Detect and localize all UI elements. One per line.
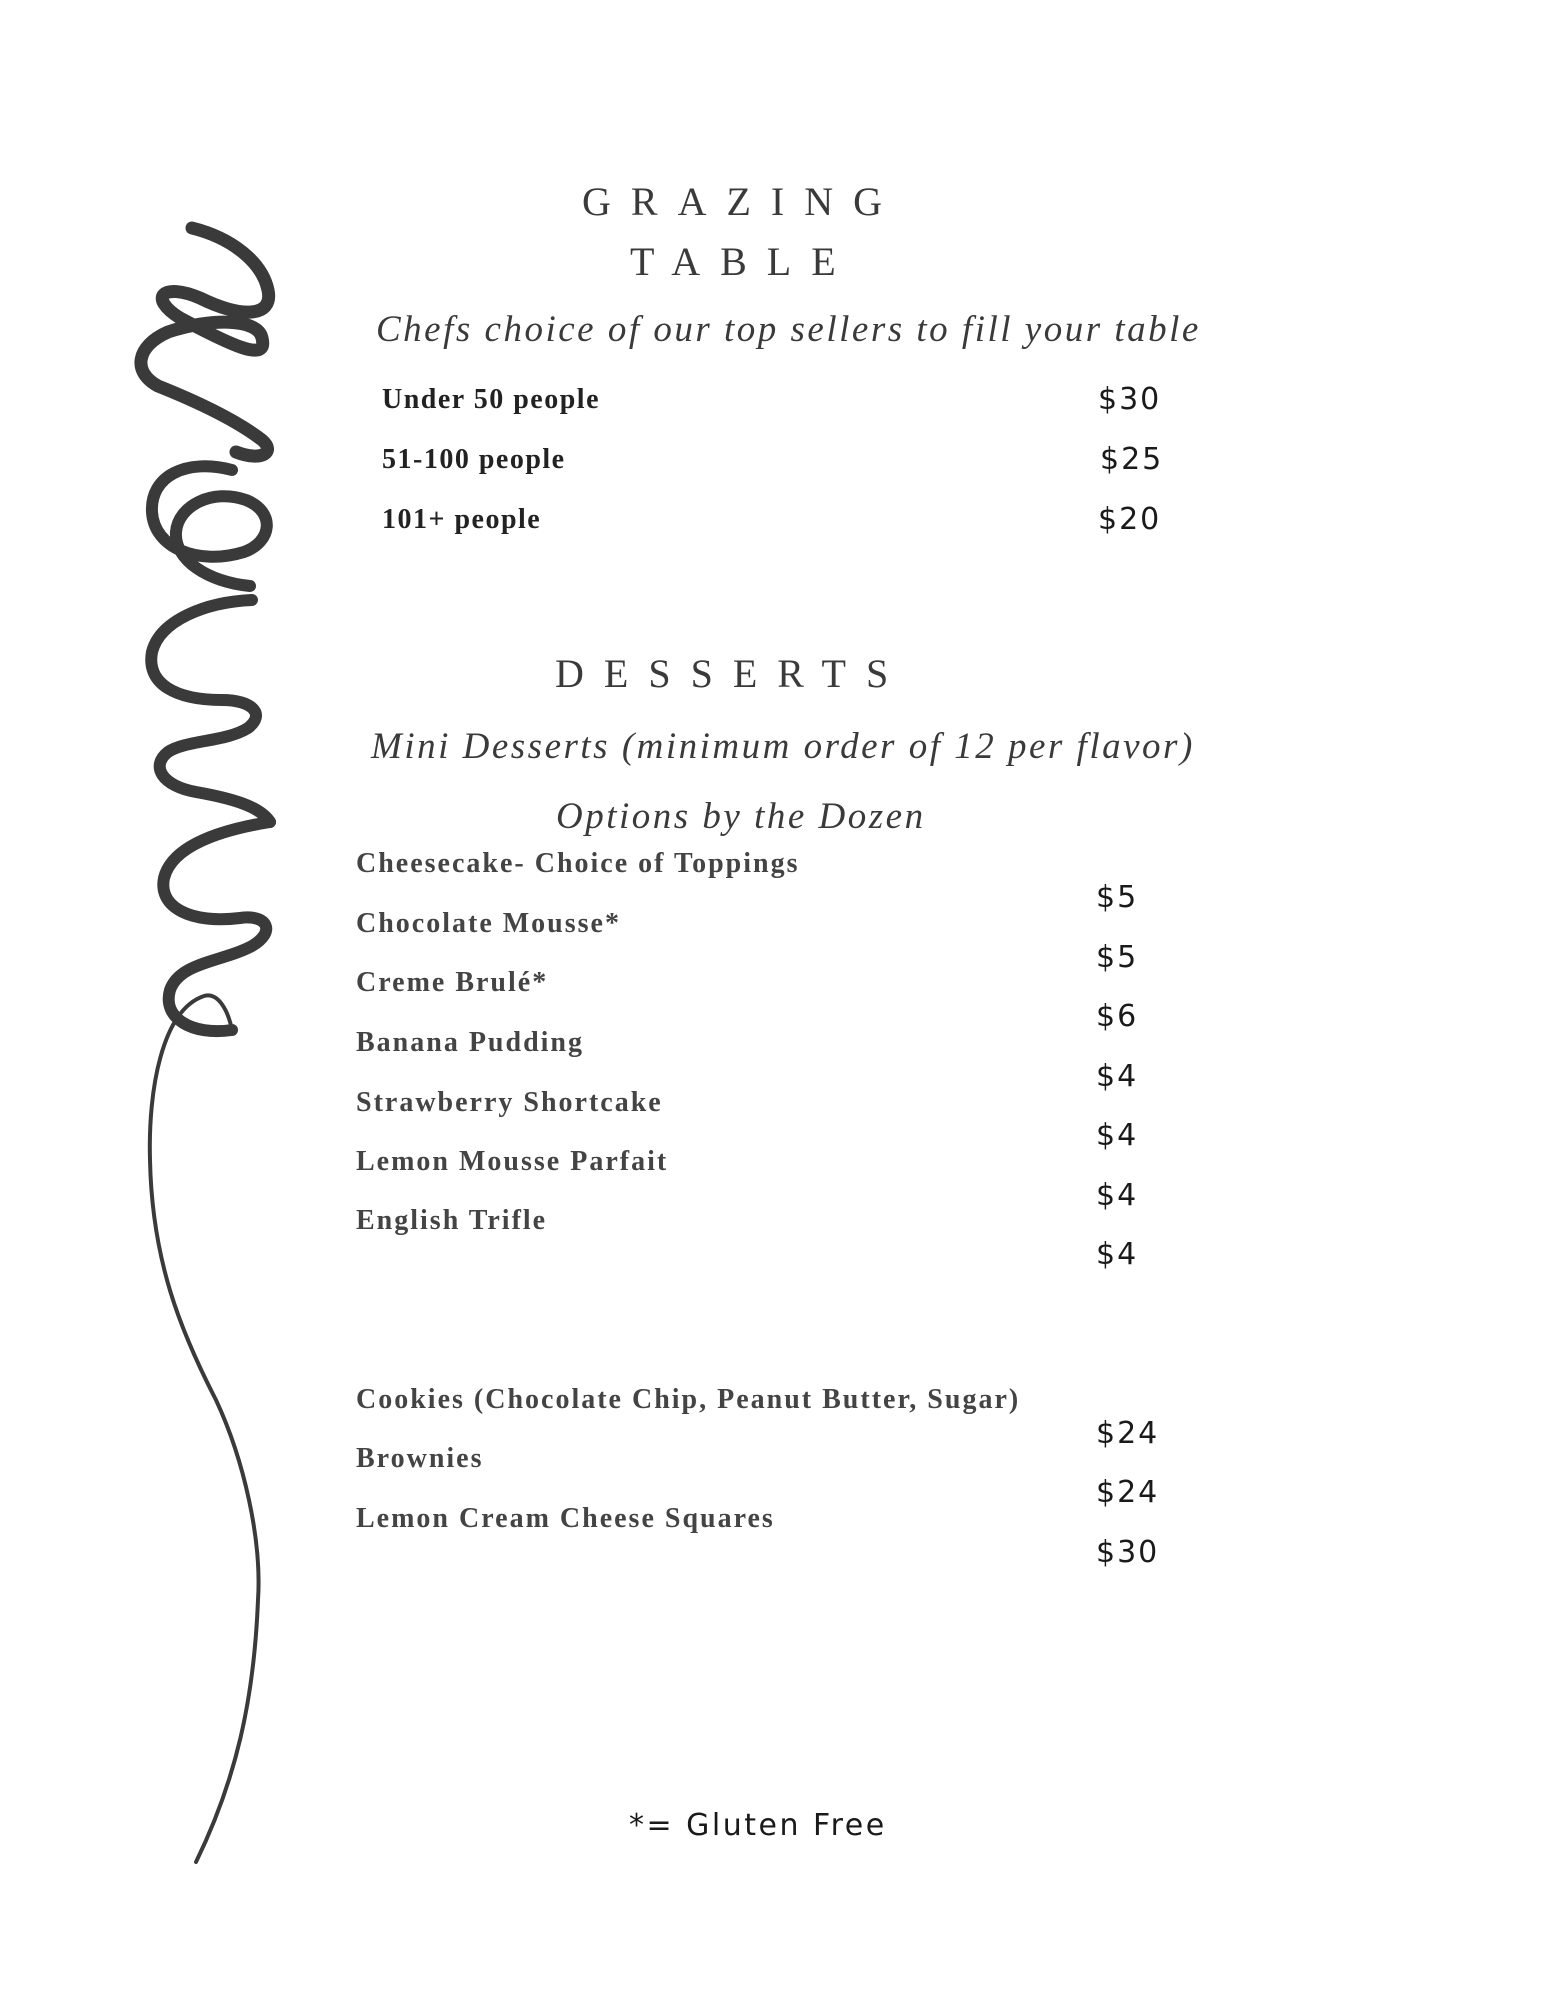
dessert-item-price: $4 xyxy=(1096,1118,1139,1153)
desserts-subtitle: Mini Desserts (minimum order of 12 per flavor) xyxy=(371,726,1195,767)
dessert-item-price: $6 xyxy=(1096,999,1139,1034)
dozen-heading: Options by the Dozen xyxy=(556,796,926,837)
dessert-item-price: $5 xyxy=(1096,940,1139,975)
desserts-title: DESSERTS xyxy=(555,651,909,696)
menu-script-logo xyxy=(0,0,320,1900)
dozen-item-price: $30 xyxy=(1096,1535,1160,1570)
dessert-item-label: English Trifle xyxy=(356,1205,548,1236)
dozen-item-price: $24 xyxy=(1096,1475,1160,1510)
dozen-item-price: $24 xyxy=(1096,1416,1160,1451)
dessert-item-price: $4 xyxy=(1096,1178,1139,1213)
dessert-item-price: $5 xyxy=(1096,880,1139,915)
dozen-item-label: Brownies xyxy=(356,1443,484,1474)
gluten-free-footnote: *= Gluten Free xyxy=(629,1808,887,1843)
grazing-row-label: Under 50 people xyxy=(382,384,600,415)
dessert-item-price: $4 xyxy=(1096,1237,1139,1272)
grazing-row-price: $30 xyxy=(1098,382,1162,417)
grazing-row-label: 101+ people xyxy=(382,504,542,535)
dessert-item-label: Creme Brulé* xyxy=(356,967,549,998)
grazing-title-line2: TABLE xyxy=(630,239,856,284)
grazing-subtitle: Chefs choice of our top sellers to fill your table xyxy=(376,309,1201,350)
dessert-item-label: Chocolate Mousse* xyxy=(356,908,621,939)
dozen-item-label: Cookies (Chocolate Chip, Peanut Butter, Sugar) xyxy=(356,1384,1021,1415)
grazing-row-label: 51-100 people xyxy=(382,444,566,475)
dessert-item-label: Cheesecake- Choice of Toppings xyxy=(356,848,800,879)
dessert-item-price: $4 xyxy=(1096,1059,1139,1094)
dessert-item-label: Lemon Mousse Parfait xyxy=(356,1146,669,1177)
grazing-row-price: $25 xyxy=(1100,442,1164,477)
dessert-item-label: Strawberry Shortcake xyxy=(356,1087,663,1118)
dozen-item-label: Lemon Cream Cheese Squares xyxy=(356,1503,775,1534)
dessert-item-label: Banana Pudding xyxy=(356,1027,584,1058)
grazing-row-price: $20 xyxy=(1098,502,1162,537)
grazing-title-line1: GRAZING xyxy=(582,179,902,224)
